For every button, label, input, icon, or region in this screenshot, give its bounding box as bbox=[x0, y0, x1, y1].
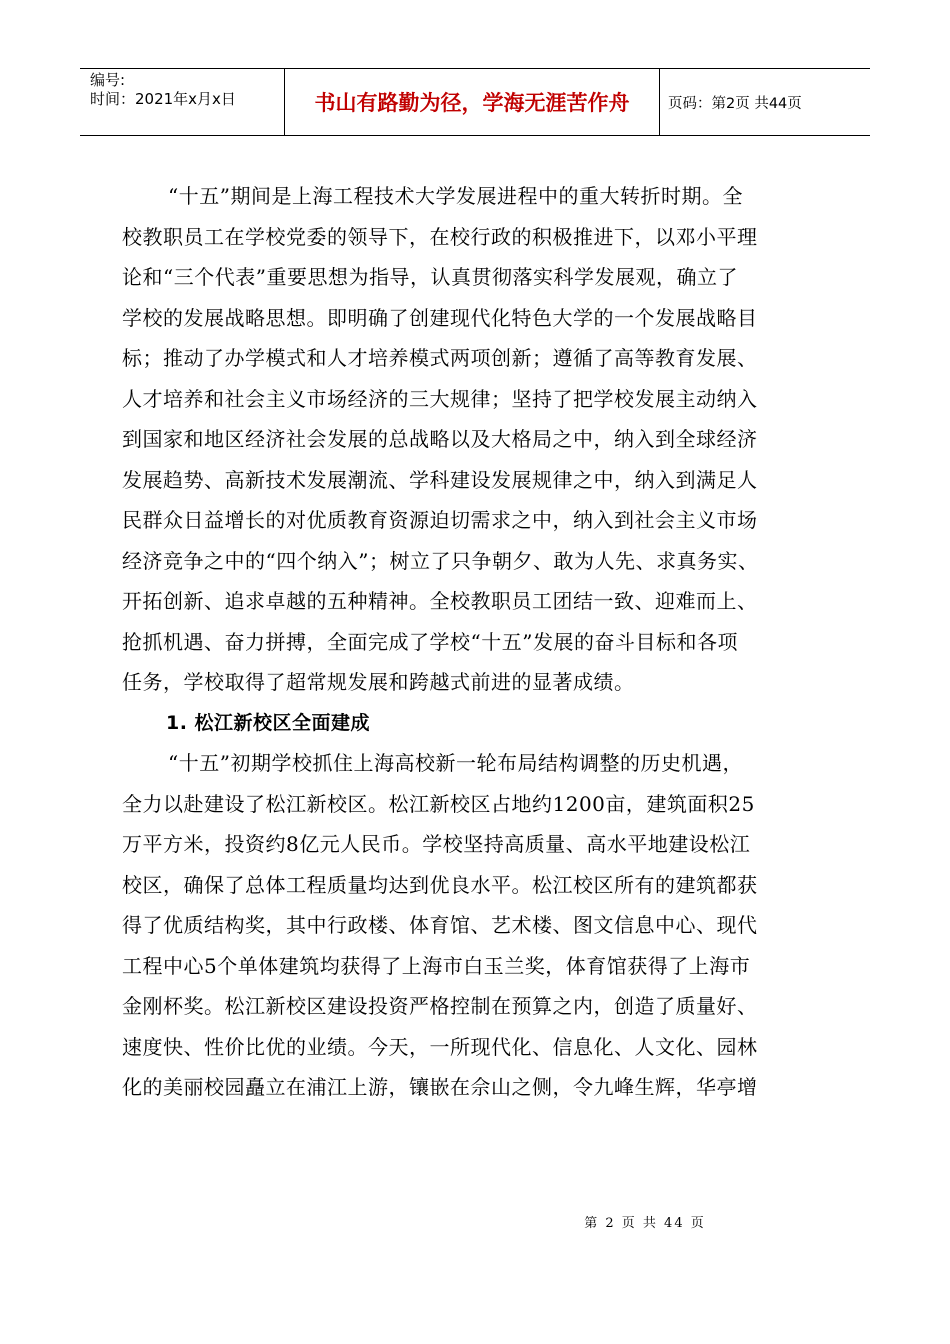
body-line: 全力以赴建设了松江新校区。松江新校区占地约1200亩，建筑面积25 bbox=[122, 791, 755, 816]
document-body bbox=[122, 176, 842, 1108]
body-line: 校教职员工在学校党委的领导下，在校行政的积极推进下，以邓小平理 bbox=[122, 224, 758, 249]
body-line: 经济竞争之中的“四个纳入”；树立了只争朝夕、敢为人先、求真务实、 bbox=[122, 548, 759, 573]
body-line: 工程中心5个单体建筑均获得了上海市白玉兰奖，体育馆获得了上海市 bbox=[122, 953, 751, 978]
body-line: 抢抓机遇、奋力拼搏，全面完成了学校“十五”发展的奋斗目标和各项 bbox=[122, 629, 738, 654]
body-line: 开拓创新、追求卓越的五种精神。全校教职员工团结一致、迎难而上、 bbox=[122, 589, 758, 613]
page-footer: 第 2 页 共 44 页 bbox=[584, 1216, 706, 1231]
body-line: 发展趋势、高新技术发展潮流、学科建设发展规律之中，纳入到满足人 bbox=[122, 467, 758, 492]
header-page-info: 页码：第2页 共44页 bbox=[668, 95, 802, 112]
body-line: 得了优质结构奖，其中行政楼、体育馆、艺术楼、图文信息中心、现代 bbox=[122, 913, 758, 937]
body-line: 人才培养和社会主义市场经济的三大规律；坚持了把学校发展主动纳入 bbox=[122, 386, 758, 411]
number-label: 编号: bbox=[90, 71, 126, 89]
body-line: 到国家和地区经济社会发展的总战略以及大格局之中，纳入到全球经济 bbox=[122, 427, 758, 451]
section-heading: 1. 松江新校区全面建成 bbox=[166, 711, 371, 734]
page-header bbox=[80, 68, 870, 136]
time-label: 时间：2021年x月x日 bbox=[90, 90, 236, 108]
body-line: 论和“三个代表”重要思想为指导，认真贯彻落实科学发展观，确立了 bbox=[122, 265, 738, 289]
header-meta bbox=[80, 69, 285, 135]
header-motto: 书山有路勤为径，学海无涯苦作舟 bbox=[285, 69, 660, 135]
body-line: “十五”初期学校抓住上海高校新一轮布局结构调整的历史机遇， bbox=[168, 751, 743, 775]
body-line: 校区，确保了总体工程质量均达到优良水平。松江校区所有的建筑都获 bbox=[122, 872, 758, 897]
body-line: “十五”期间是上海工程技术大学发展进程中的重大转折时期。全 bbox=[168, 184, 743, 208]
body-line: 万平方米，投资约8亿元人民币。学校坚持高质量、高水平地建设松江 bbox=[122, 832, 751, 856]
body-line: 金刚杯奖。松江新校区建设投资严格控制在预算之内，创造了质量好、 bbox=[122, 994, 758, 1018]
body-line: 任务，学校取得了超常规发展和跨越式前进的显著成绩。 bbox=[122, 670, 635, 694]
body-line: 速度快、性价比优的业绩。今天，一所现代化、信息化、人文化、园林 bbox=[122, 1034, 758, 1059]
body-line: 化的美丽校园矗立在浦江上游，镶嵌在佘山之侧，令九峰生辉，华亭增 bbox=[122, 1075, 758, 1099]
body-line: 标；推动了办学模式和人才培养模式两项创新；遵循了高等教育发展、 bbox=[122, 346, 758, 370]
body-line: 民群众日益增长的对优质教育资源迫切需求之中，纳入到社会主义市场 bbox=[122, 508, 758, 532]
body-line: 学校的发展战略思想。即明确了创建现代化特色大学的一个发展战略目 bbox=[122, 305, 758, 330]
